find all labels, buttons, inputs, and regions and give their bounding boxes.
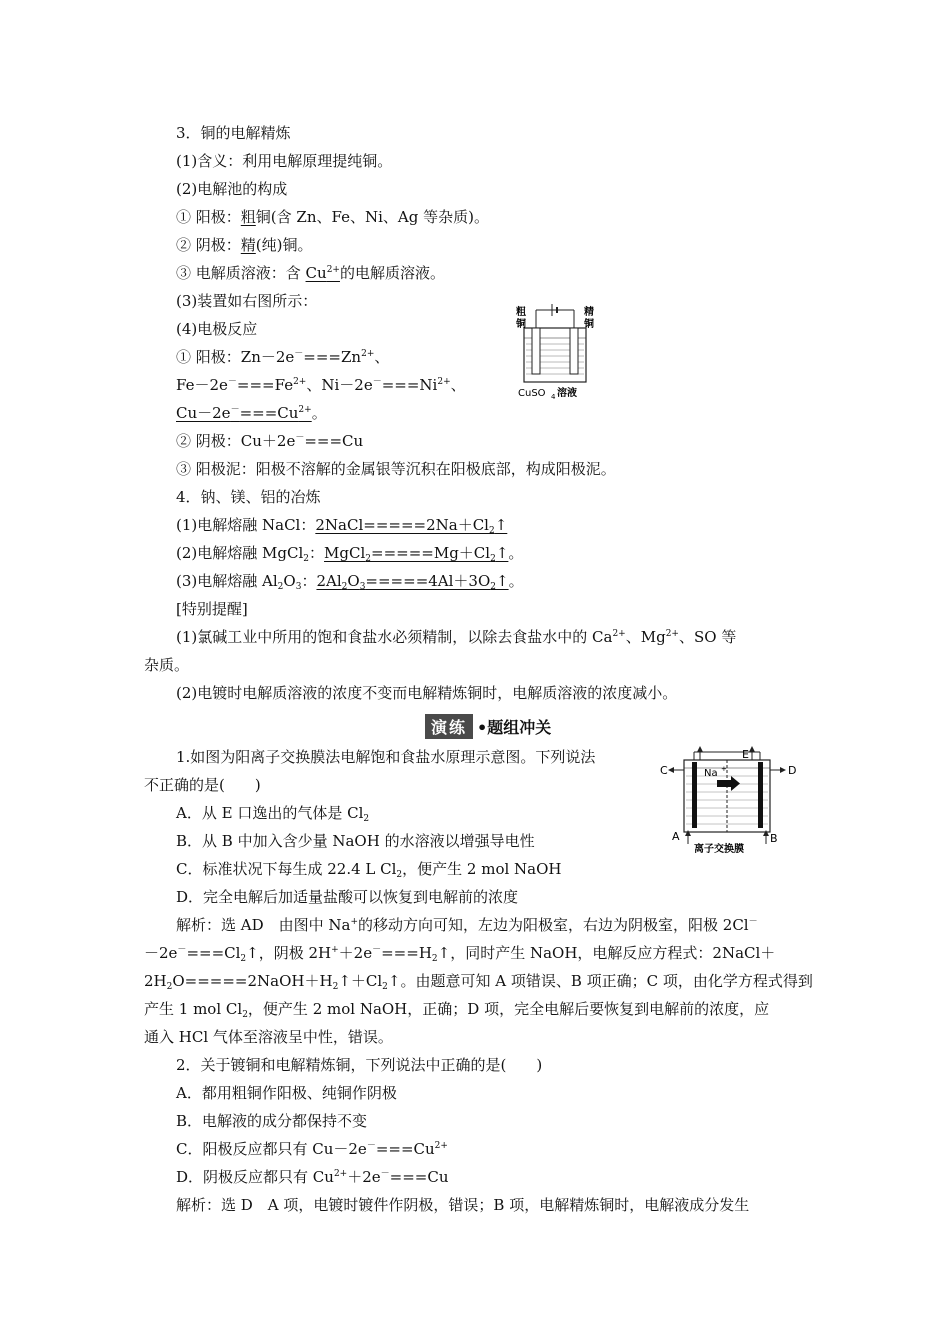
s3-device: (3)装置如右图所示： [176,292,318,310]
fig1-crude-label-2: 铜 [516,319,526,330]
s3-anode-fe-ni: $Fe-2e^-===Fe^{2+}$、$Ni-2e^-===Ni^{2+}$、 [176,376,466,394]
fig2-membrane-label: 离子交换膜 [694,844,744,855]
s3-anode-mud: ③ 阳极泥：阳极不溶解的金属银等沉积在阳极底部，构成阳极泥。 [176,460,616,478]
q1-option-b: B．从 B 中加入含少量 NaOH 的水溶液以增强导电性 [176,832,535,850]
fig2-na-charge: + [721,765,727,773]
section-4-title: 4．钠、镁、铝的冶炼 [176,488,321,506]
q2-option-c: C．阳极反应都只有 $Cu-2e^-===Cu^{2+}$ [176,1140,448,1158]
fig2-label-d: D [788,764,797,777]
s3-cathode-cu: ② 阴极：Cu＋2e－===Cu [176,432,364,450]
fig1-pure-label-1: 精 [584,307,594,318]
copper-refining-diagram [512,300,602,404]
s4-mgcl2: (2)电解熔融 MgCl$_2$：$MgCl_2=====Mg+Cl_2↑$。 [176,544,524,564]
q1-option-d: D．完全电解后加适量盐酸可以恢复到电解前的浓度 [176,888,519,906]
q1-analysis-1: 解析：选 AD 由图中 Na+的移动方向可知，左边为阳极室，右边为阴极室，阳极 2Cl－ [176,916,758,934]
s3-cell-composition: (2)电解池的构成 [176,180,288,198]
q1-option-c: C．标准状况下每生成 22.4 L $Cl_2$，便产生 2 mol NaOH [176,860,562,880]
q1-stem-cont: 不正确的是( ) [144,776,261,794]
tip-p1: (1)氯碱工业中所用的饱和食盐水必须精制，以除去食盐水中的 $Ca^{2+}$、$Mg^{2+}$、SO 等 [176,628,737,646]
q1-analysis-3: $2H_2O=====2NaOH+H_2↑+Cl_2↑$。由题意可知 A 项错误、B 项正确；C 项，由化学方程式得到 [144,972,813,992]
s3-anode-zn: ① 阳极：$Zn-2e^-===Zn^{2+}$、 [176,348,390,366]
q1-analysis-4: 产生 1 mol $Cl_2$，便产生 2 mol NaOH，正确；D 项，完全电解后要恢复到电解前的浓度，应 [144,1000,770,1020]
fig2-na-label: Na [704,768,718,779]
fig1-cuso4-subscript: 4 [551,393,556,401]
tip-p1-cont: 杂质。 [144,656,190,674]
fig2-label-a: A [672,830,680,843]
practice-banner [425,714,551,738]
q2-option-a: A．都用粗铜作阳极、纯铜作阴极 [176,1084,397,1102]
q1-analysis-2: $-2e^-===Cl_2↑$，阴极 $2H^++2e^-===H_2↑$，同时产生 NaOH，电解反应方程式：2NaCl＋ [144,944,776,964]
s3-cathode: ② 阴极：精(纯)铜。 [176,236,313,254]
fig2-label-b: B [770,832,778,845]
s3-meaning: (1)含义：利用电解原理提纯铜。 [176,152,393,170]
section-3-title: 3．铜的电解精炼 [176,124,291,142]
s3-electrode-reactions: (4)电极反应 [176,320,258,338]
fig1-solution-label: 溶液 [557,388,577,399]
tip-p2: (2)电镀时电解质溶液的浓度不变而电解精炼铜时，电解质溶液的浓度减小。 [176,684,678,702]
s3-anode-cu: $Cu-2e^-===Cu^{2+}$。 [176,404,327,422]
q1-option-a: A．从 E 口逸出的气体是 $Cl_2$ [176,804,370,824]
banner-box: 演练 [425,714,473,739]
q2-analysis: 解析：选 D A 项，电镀时镀件作阴极，错误；B 项，电解精炼铜时，电解液成分发生 [176,1196,750,1214]
s4-al2o3: (3)电解熔融 $Al_2O_3$：$2Al_2O_3=====4Al+3O_2↑$。 [176,572,524,592]
s3-anode: ① 阳极：粗铜(含 Zn、Fe、Ni、Ag 等杂质)。 [176,208,489,226]
tip-title: [特别提醒] [176,600,248,618]
fig1-pure-label-2: 铜 [584,319,594,330]
q1-stem: 1.如图为阳离子交换膜法电解饱和食盐水原理示意图。下列说法 [176,748,596,766]
q2-option-d: D．阴极反应都只有 $Cu^{2+}+2e^-===Cu$ [176,1168,449,1186]
q2-stem: 2．关于镀铜和电解精炼铜，下列说法中正确的是( ) [176,1056,543,1074]
fig1-crude-label-1: 粗 [516,307,526,318]
s4-nacl: (1)电解熔融 NaCl：$2NaCl=====2Na+Cl_2↑$ [176,516,508,536]
q2-option-b: B．电解液的成分都保持不变 [176,1112,368,1130]
fig1-cuso4-label: CuSO [518,388,546,399]
fig2-label-e: E [742,748,749,761]
q1-analysis-5: 通入 HCl 气体至溶液呈中性，错误。 [144,1028,393,1046]
banner-text: •题组冲关 [477,717,552,737]
fig2-label-c: C [660,764,668,777]
ion-exchange-membrane-diagram [660,744,800,860]
s3-electrolyte: ③ 电解质溶液：含 $Cu^{2+}$的电解质溶液。 [176,264,445,282]
